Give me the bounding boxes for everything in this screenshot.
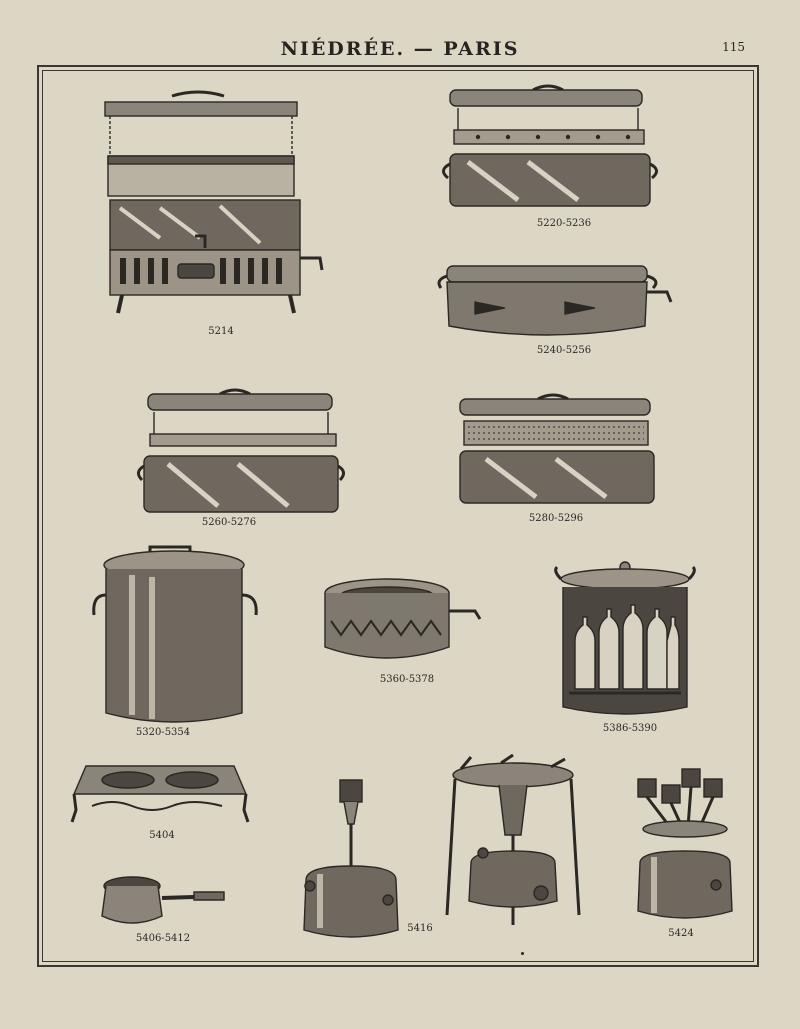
caption-5386-5390: 5386-5390 xyxy=(602,723,658,734)
page-number: 115 xyxy=(722,40,745,54)
caption-5406-5412: 5406-5412 xyxy=(135,933,191,944)
illustration-5240-5256 xyxy=(435,262,685,340)
caption-5220-5236: 5220-5236 xyxy=(536,218,592,229)
illustration-5280-5296 xyxy=(456,393,661,508)
illustration-5416 xyxy=(298,778,406,940)
caption-5260-5276: 5260-5276 xyxy=(201,517,257,528)
page-header xyxy=(0,38,800,68)
caption-5320-5354: 5320-5354 xyxy=(135,727,191,738)
illustration-5424 xyxy=(630,767,740,927)
illustration-5386-5390 xyxy=(553,561,698,719)
caption-5280-5296: 5280-5296 xyxy=(528,513,584,524)
caption-5360-5378: 5360-5378 xyxy=(379,674,435,685)
illustration-5260-5276 xyxy=(138,388,343,516)
page-title: NIÉDRÉE. — PARIS xyxy=(280,38,520,60)
ink-dot xyxy=(521,952,524,955)
illustration-5360-5378 xyxy=(325,577,490,667)
caption-5404: 5404 xyxy=(149,830,175,841)
caption-5424: 5424 xyxy=(668,928,694,939)
illustration-5320-5354 xyxy=(92,545,262,727)
caption-5240-5256: 5240-5256 xyxy=(536,345,592,356)
illustration-tripod-stove xyxy=(441,755,586,930)
illustration-5404 xyxy=(72,760,250,828)
illustration-5214 xyxy=(100,88,335,323)
illustration-5220-5236 xyxy=(438,82,683,217)
caption-5416: 5416 xyxy=(407,923,433,934)
caption-5214: 5214 xyxy=(208,326,234,337)
illustration-5406-5412 xyxy=(100,872,228,930)
